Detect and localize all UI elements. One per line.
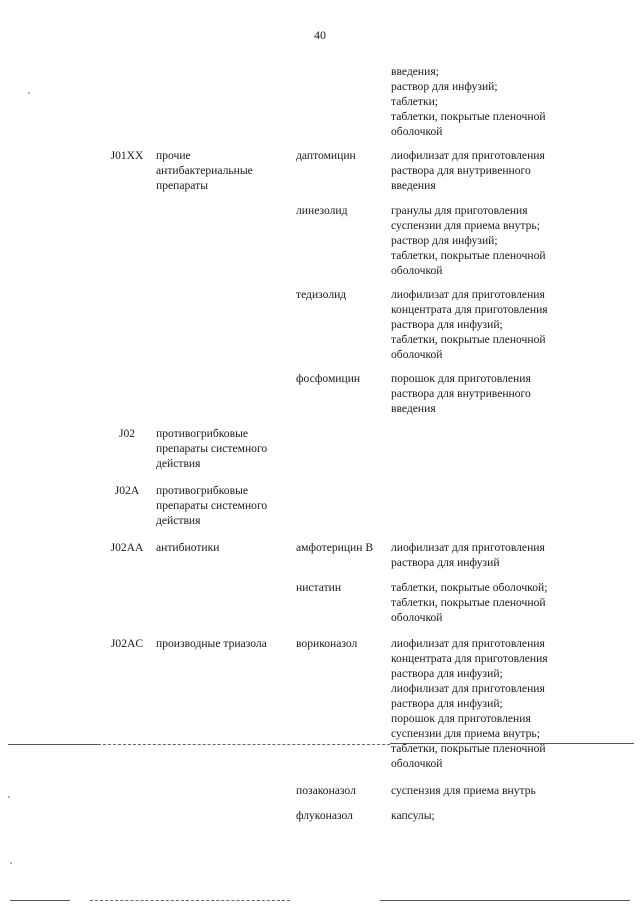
form-line: раствора для инфузий; bbox=[391, 697, 503, 710]
drug-name: тедизолид bbox=[296, 288, 347, 301]
scan-line bbox=[98, 744, 390, 745]
form-line: таблетки, покрытые пленочной bbox=[391, 110, 546, 123]
form-line: раствора для инфузий; bbox=[391, 667, 503, 680]
scan-line bbox=[90, 900, 290, 901]
drug-name: фосфомицин bbox=[296, 372, 361, 385]
dosage-forms bbox=[391, 808, 435, 823]
form-line: введения bbox=[391, 179, 436, 192]
form-line: раствора для внутривенного bbox=[391, 387, 531, 400]
page-number: 40 bbox=[314, 28, 326, 42]
atc-code: J02AA bbox=[110, 541, 144, 554]
form-line: оболочкой bbox=[391, 348, 443, 361]
form-line: лиофилизат для приготовления bbox=[391, 541, 545, 554]
group-name bbox=[156, 148, 253, 193]
form-line: введения; bbox=[391, 65, 439, 78]
name-line: антибактериальные bbox=[156, 164, 253, 177]
form-line: лиофилизат для приготовления bbox=[391, 682, 545, 695]
form-line: таблетки, покрытые пленочной bbox=[391, 596, 546, 609]
dosage-forms bbox=[391, 203, 546, 278]
drug-name: вориконазол bbox=[296, 637, 358, 650]
group-name: производные триазола bbox=[156, 637, 267, 650]
name-line: действия bbox=[156, 457, 201, 470]
form-line: оболочкой bbox=[391, 264, 443, 277]
form-line: оболочкой bbox=[391, 757, 443, 770]
dosage-forms bbox=[391, 287, 548, 362]
form-line: раствор для инфузий; bbox=[391, 80, 498, 93]
name-line: действия bbox=[156, 514, 201, 527]
name-line: препараты системного bbox=[156, 442, 268, 455]
form-line: суспензии для приема внутрь; bbox=[391, 727, 540, 740]
form-line: введения bbox=[391, 402, 436, 415]
form-line: раствор для инфузий; bbox=[391, 234, 498, 247]
dosage-forms bbox=[391, 540, 545, 570]
scan-speck bbox=[8, 796, 10, 798]
name-line: прочие bbox=[156, 149, 191, 162]
form-line: таблетки; bbox=[391, 95, 439, 108]
form-line: таблетки, покрытые пленочной bbox=[391, 742, 546, 755]
scan-line bbox=[380, 900, 630, 901]
name-line: препараты bbox=[156, 179, 208, 192]
atc-code: J02AC bbox=[110, 637, 144, 650]
name-line: противогрибковые bbox=[156, 484, 249, 497]
scan-speck bbox=[28, 92, 30, 94]
form-line: концентрата для приготовления bbox=[391, 652, 548, 665]
dosage-forms bbox=[391, 580, 547, 625]
dosage-forms bbox=[391, 148, 545, 193]
form-line: раствора для внутривенного bbox=[391, 164, 531, 177]
name-line: препараты системного bbox=[156, 499, 268, 512]
atc-code: J02A bbox=[114, 484, 140, 497]
form-line: таблетки, покрытые пленочной bbox=[391, 333, 546, 346]
dosage-forms bbox=[391, 636, 548, 771]
continued-forms bbox=[391, 64, 546, 139]
form-line: таблетки, покрытые пленочной bbox=[391, 249, 546, 262]
form-line: таблетки, покрытые оболочкой; bbox=[391, 581, 548, 594]
name-line: противогрибковые bbox=[156, 427, 249, 440]
atc-code: J02 bbox=[118, 427, 136, 440]
group-name bbox=[156, 483, 267, 528]
atc-code: J01XX bbox=[110, 149, 144, 162]
form-line: суспензии для приема внутрь; bbox=[391, 219, 540, 232]
group-name: антибиотики bbox=[156, 541, 220, 554]
drug-name: даптомицин bbox=[296, 149, 356, 162]
form-line: капсулы; bbox=[391, 809, 435, 822]
group-name bbox=[156, 426, 267, 471]
scan-line bbox=[10, 900, 70, 901]
drug-name: нистатин bbox=[296, 581, 342, 594]
form-line: лиофилизат для приготовления bbox=[391, 637, 545, 650]
drug-name: флуконазол bbox=[296, 809, 353, 822]
drug-name: линезолид bbox=[296, 204, 348, 217]
form-line: суспензия для приема внутрь bbox=[391, 784, 536, 797]
form-line: порошок для приготовления bbox=[391, 712, 531, 725]
dosage-forms bbox=[391, 783, 536, 798]
dosage-forms bbox=[391, 371, 531, 416]
form-line: гранулы для приготовления bbox=[391, 204, 528, 217]
form-line: лиофилизат для приготовления bbox=[391, 149, 545, 162]
form-line: лиофилизат для приготовления bbox=[391, 288, 545, 301]
scan-line bbox=[390, 743, 634, 744]
form-line: порошок для приготовления bbox=[391, 372, 531, 385]
form-line: концентрата для приготовления bbox=[391, 303, 548, 316]
form-line: раствора для инфузий; bbox=[391, 318, 503, 331]
form-line: оболочкой bbox=[391, 125, 443, 138]
scan-speck bbox=[10, 862, 12, 864]
form-line: раствора для инфузий bbox=[391, 556, 500, 569]
form-line: оболочкой bbox=[391, 611, 443, 624]
drug-name: позаконазол bbox=[296, 784, 356, 797]
drug-name: амфотерицин В bbox=[296, 541, 374, 554]
scan-line bbox=[8, 744, 98, 745]
